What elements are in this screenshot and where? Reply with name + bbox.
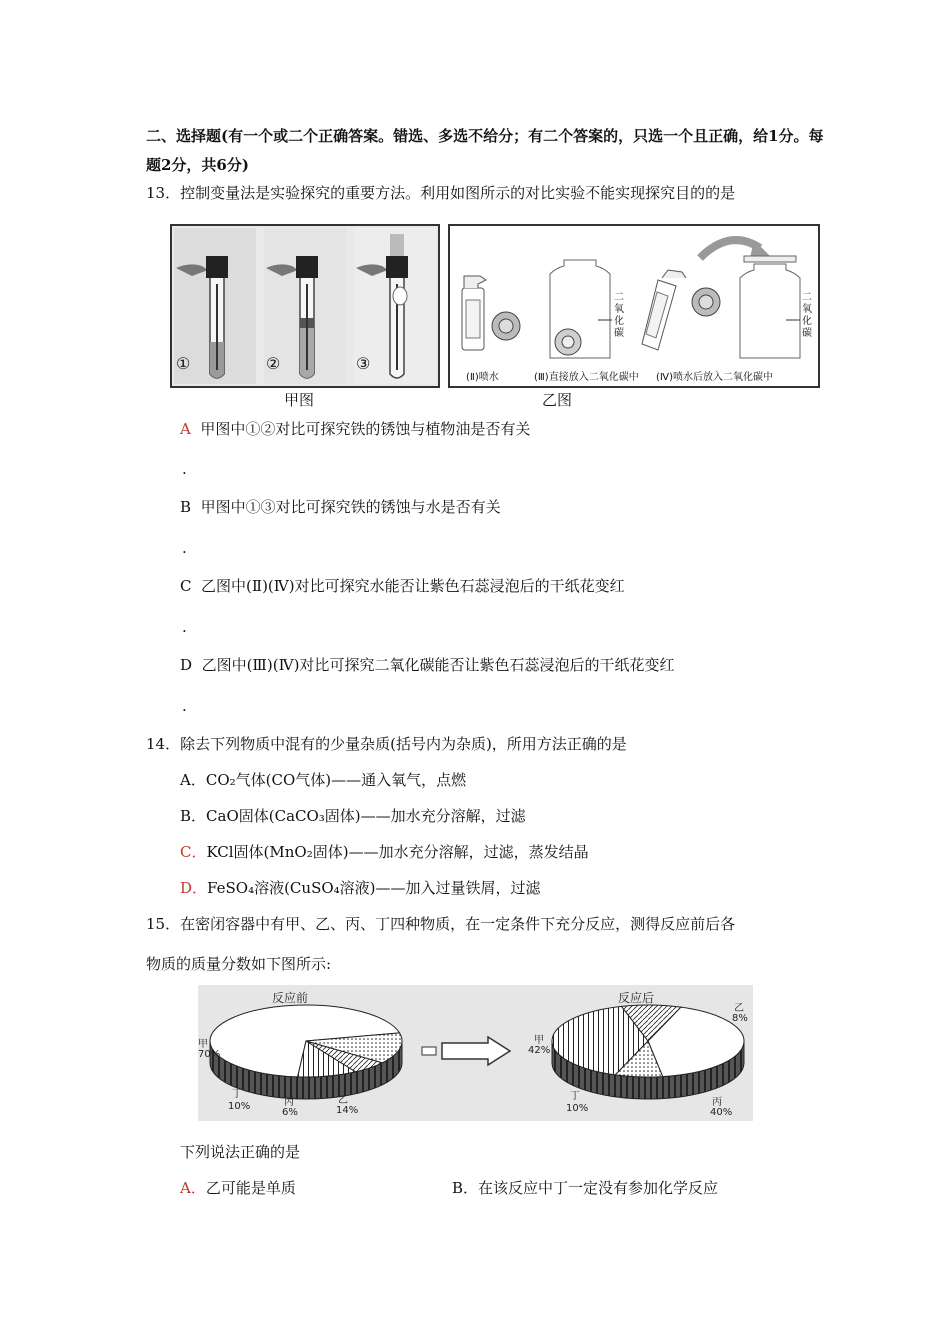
- option-text: 乙可能是单质: [205, 1179, 296, 1197]
- option-separator: .: [182, 460, 187, 478]
- q14-option-d[interactable]: [180, 877, 541, 899]
- q13-option-a[interactable]: [180, 418, 530, 440]
- option-text: KCl固体(MnO₂固体)——加水充分溶解，过滤，蒸发结晶: [206, 843, 589, 861]
- option-separator: .: [182, 539, 187, 557]
- option-separator: .: [182, 697, 187, 715]
- option-separator: .: [182, 618, 187, 636]
- q14-stem: 14．除去下列物质中混有的少量杂质(括号内为杂质)，所用方法正确的是: [146, 735, 627, 753]
- q13-stem: 13．控制变量法是实验探究的重要方法。利用如图所示的对比实验不能实现探究目的的是: [146, 184, 736, 202]
- jar-1-co2-label: 二氧化碳: [614, 292, 624, 339]
- tube-3-label: ③: [356, 354, 371, 373]
- test-tubes-illustration: [172, 226, 438, 386]
- before-value-ding: 10%: [228, 1101, 251, 1112]
- option-text: 甲图中①②对比可探究铁的锈蚀与植物油是否有关: [200, 420, 531, 438]
- figure-yi: [448, 224, 820, 388]
- before-value-bing: 6%: [282, 1107, 298, 1118]
- reaction-arrow: [422, 1037, 510, 1065]
- q14-option-c[interactable]: [180, 841, 589, 863]
- figure-yi-caption: 乙图: [542, 391, 573, 409]
- q15-pie-figure: [198, 985, 753, 1121]
- option-letter: B．: [452, 1179, 479, 1197]
- step-2-label: (Ⅱ)喷水: [466, 372, 499, 383]
- before-value-jia: 70%: [198, 1049, 221, 1060]
- q13-option-b[interactable]: [180, 496, 501, 518]
- pie-after-group: [552, 1005, 744, 1099]
- option-text: 甲图中①③对比可探究铁的锈蚀与水是否有关: [200, 498, 501, 516]
- q14-option-a[interactable]: [180, 769, 466, 791]
- pie-before-title: 反应前: [272, 991, 309, 1005]
- option-text: CaO固体(CaCO₃固体)——加水充分溶解，过滤: [206, 807, 526, 825]
- option-text: CO₂气体(CO气体)——通入氧气，点燃: [205, 771, 467, 789]
- q14-option-b[interactable]: [180, 805, 526, 827]
- q13-option-c[interactable]: [180, 575, 625, 597]
- q15-prompt: 下列说法正确的是: [180, 1143, 301, 1161]
- section-title: 二、选择题(有一个或二个正确答案。错选、多选不给分；有二个答案的，只选一个且正确，给1分。每题2分，共6分): [146, 127, 824, 174]
- q15-option-b[interactable]: [452, 1177, 718, 1199]
- after-value-yi: 8%: [732, 1013, 748, 1024]
- jar-2-co2-label: 二氧化碳: [802, 292, 812, 339]
- before-label-yi: 乙: [338, 1095, 348, 1106]
- option-letter: A．: [180, 771, 206, 789]
- tube-1-label: ①: [176, 354, 191, 373]
- option-letter: B: [180, 498, 192, 516]
- before-label-bing: 丙: [284, 1097, 294, 1108]
- option-letter: D．: [180, 879, 208, 897]
- after-value-ding: 10%: [566, 1103, 589, 1114]
- option-letter: C: [180, 577, 192, 595]
- option-letter: C．: [180, 843, 207, 861]
- figure-jia: [170, 224, 440, 388]
- tube-2-label: ②: [266, 354, 281, 373]
- pie-after-title: 反应后: [618, 991, 655, 1005]
- step-3-label: (Ⅲ)直接放入二氧化碳中: [534, 372, 639, 383]
- q15-stem-line1: 15．在密闭容器中有甲、乙、丙、丁四种物质，在一定条件下充分反应，测得反应前后各: [146, 915, 736, 933]
- option-letter: D: [180, 656, 193, 674]
- option-letter: A: [180, 420, 191, 438]
- after-label-jia: 甲: [534, 1035, 544, 1046]
- option-text: 在该反应中丁一定没有参加化学反应: [478, 1179, 719, 1197]
- q13-option-d[interactable]: [180, 654, 674, 676]
- option-letter: B．: [180, 807, 207, 825]
- q15-stem-line2: 物质的质量分数如下图所示:: [146, 955, 332, 973]
- option-text: FeSO₄溶液(CuSO₄溶液)——加入过量铁屑，过滤: [207, 879, 541, 897]
- option-letter: A．: [180, 1179, 206, 1197]
- flower-experiment-illustration: [450, 226, 818, 386]
- after-label-yi: 乙: [734, 1003, 744, 1014]
- option-text: 乙图中(Ⅱ)(Ⅳ)对比可探究水能否让紫色石蕊浸泡后的干纸花变红: [201, 577, 625, 595]
- step-4-label: (Ⅳ)喷水后放入二氧化碳中: [656, 372, 774, 383]
- q15-option-a[interactable]: [180, 1177, 296, 1199]
- before-label-ding: 丁: [232, 1089, 242, 1100]
- after-label-bing: 丙: [712, 1097, 722, 1108]
- option-text: 乙图中(Ⅲ)(Ⅳ)对比可探究二氧化碳能否让紫色石蕊浸泡后的干纸花变红: [201, 656, 675, 674]
- after-value-bing: 40%: [710, 1107, 733, 1118]
- before-value-yi: 14%: [336, 1105, 359, 1116]
- figure-jia-caption: 甲图: [284, 391, 315, 409]
- before-label-jia: 甲: [198, 1039, 208, 1050]
- after-label-ding: 丁: [570, 1091, 580, 1102]
- after-value-jia: 42%: [528, 1045, 551, 1056]
